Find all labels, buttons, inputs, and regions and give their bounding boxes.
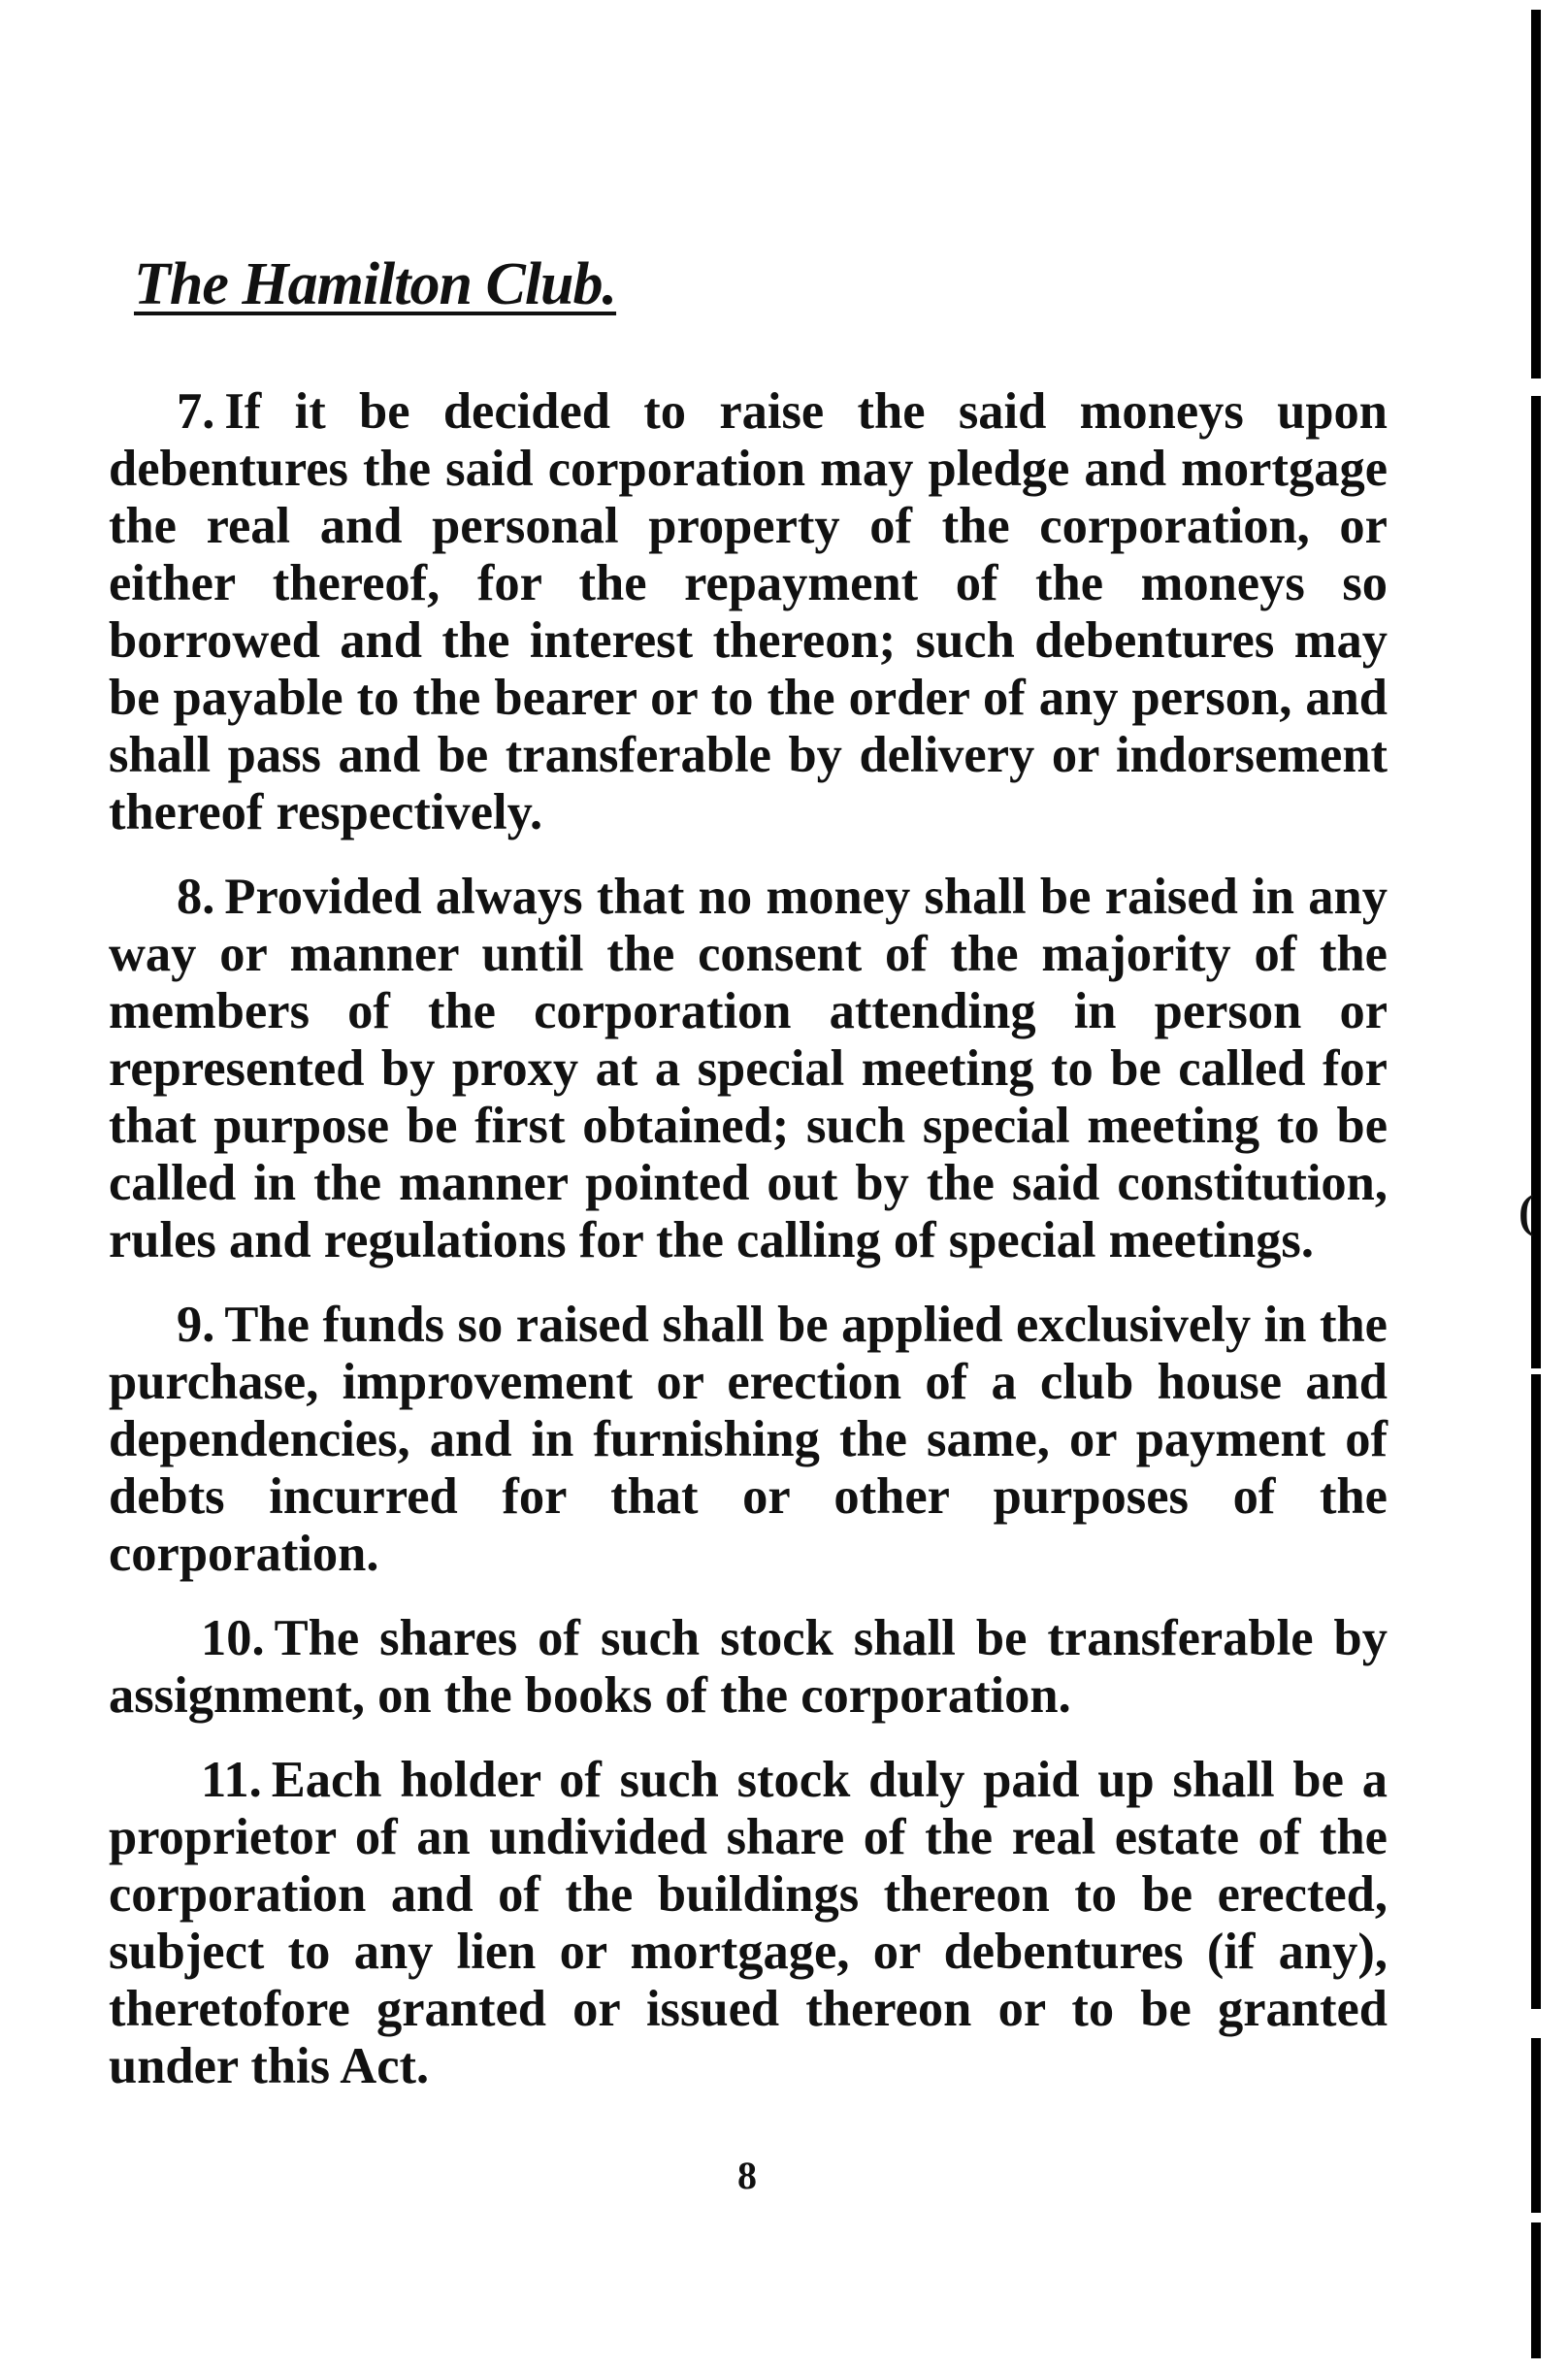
section-text: The shares of such stock shall be transferable by assignment, on the books of the corporation.: [109, 1610, 1388, 1724]
section-11: [109, 1752, 1388, 2095]
section-10: [109, 1610, 1388, 1725]
section-number: 11.: [201, 1752, 262, 1808]
section-text: The funds so raised shall be applied exclusively in the purchase, improvement or erection of a club house and dependencies, and in furnishing the same, or payment of debts incurred for that or other purposes of the corporation.: [109, 1297, 1388, 1582]
section-number: 9.: [177, 1297, 215, 1353]
section-text: Provided always that no money shall be raised in any way or manner until the consent of the majority of the members of the corporation attending in person or represented by proxy at a special meeting to be called for that purpose be first obtained; such special meeting to be called in the manner pointed out by the said constitution, rules and regulations for the calling of special meetings.: [109, 869, 1388, 1268]
body-text: [109, 383, 1388, 2123]
section-number: 8.: [177, 869, 215, 925]
section-number: 7.: [177, 383, 215, 440]
page-number: 8: [737, 2154, 757, 2197]
section-9: [109, 1297, 1388, 1583]
section-text: If it be decided to raise the said moneys upon debentures the said corporation may pledge and mortgage the real and personal property of the corporation, or either thereof, for the repayment of the moneys so borrowed and the interest thereon; such debentures may be payable to the bearer or to the order of any person, and shall pass and be transferable by delivery or indorsement thereof respectively.: [109, 383, 1388, 840]
scanned-page-edge: [1531, 10, 1541, 2358]
running-head: The Hamilton Club.: [134, 251, 617, 317]
section-number: 10.: [201, 1610, 265, 1666]
section-8: [109, 869, 1388, 1269]
section-7: [109, 383, 1388, 841]
section-text: Each holder of such stock duly paid up shall be a proprietor of an undivided share of the real estate of the corporation and of the buildings thereon to be erected, subject to any lien or mortgage, or debentures (if any), theretofore granted or issued thereon or to be granted under this Act.: [109, 1752, 1388, 2094]
margin-mark: (: [1519, 1186, 1534, 1237]
